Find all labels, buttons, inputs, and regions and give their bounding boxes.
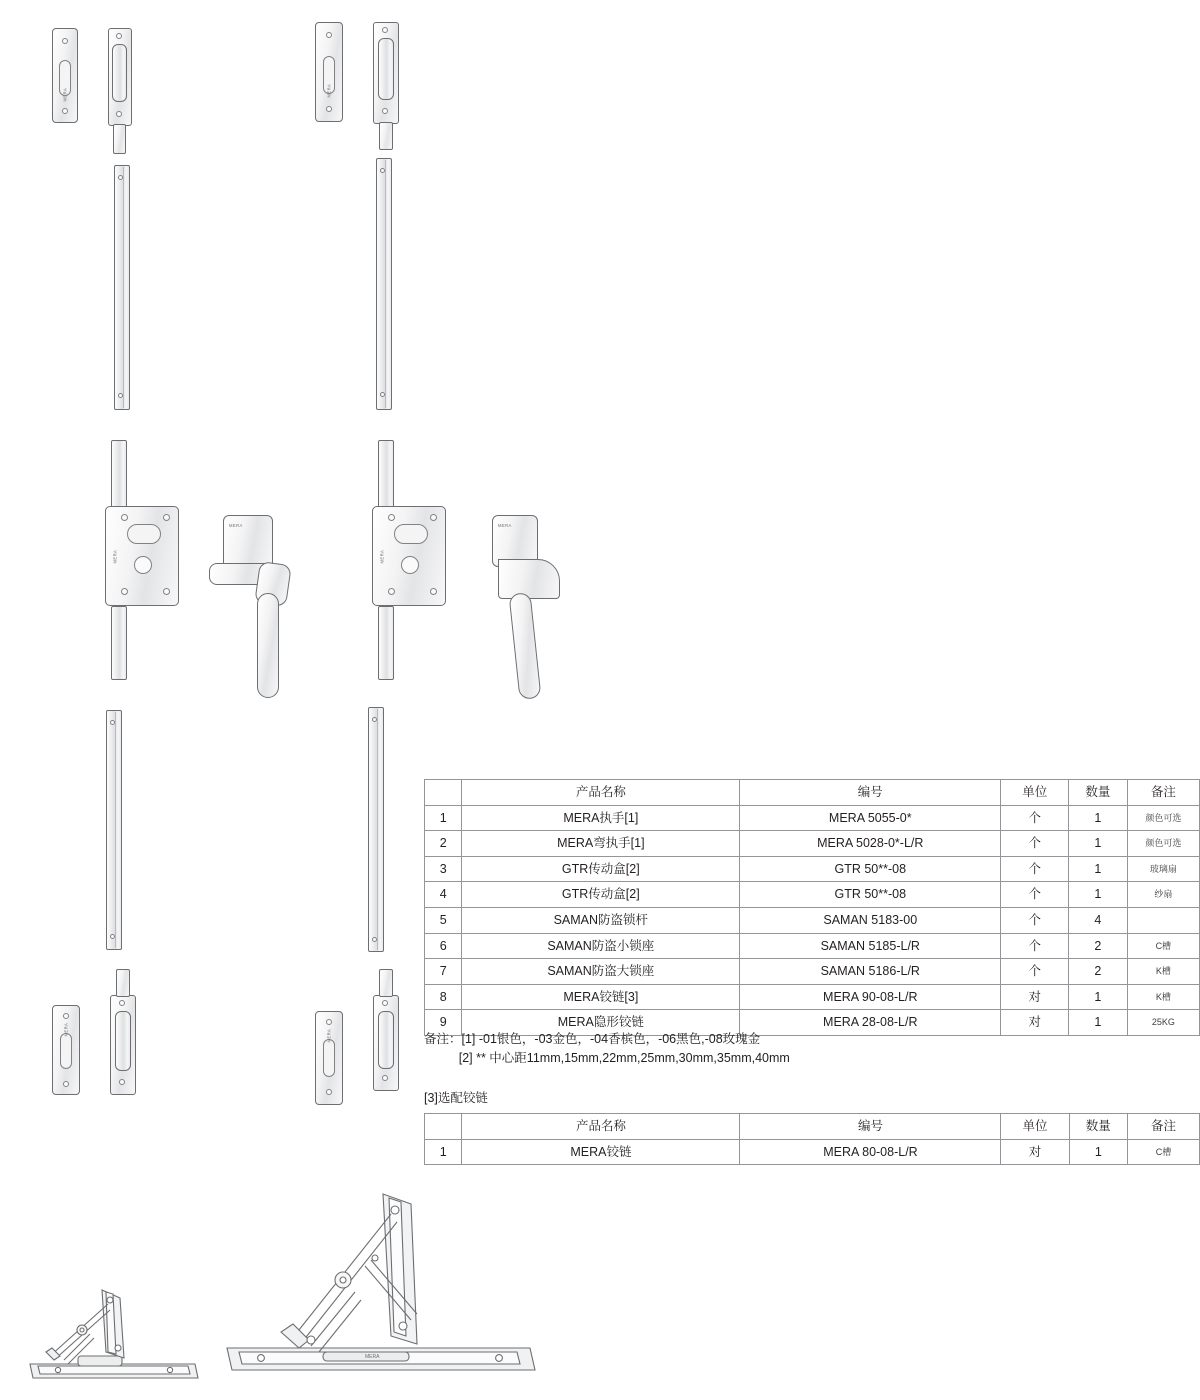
handle-lever-curve [498,559,560,599]
cell-unit: 个 [1001,933,1069,959]
cell-name: SAMAN防盗大锁座 [462,959,740,985]
lock-bar-hole-top [382,1000,388,1006]
cell-unit: 对 [1001,1010,1069,1036]
cell-index: 1 [425,1139,462,1165]
lock-bar-hole-bottom [116,111,122,117]
cell-index: 8 [425,984,462,1010]
cell-qty: 1 [1069,1010,1127,1036]
rail-edge-line [115,712,116,948]
cell-name: GTR传动盒[2] [462,882,740,908]
cell-unit: 对 [1001,1139,1069,1165]
cell-code: GTR 50**-08 [740,882,1001,908]
lock-bar-head [379,969,393,997]
cell-remark: C槽 [1128,1139,1200,1165]
cell-name: MERA铰链[3] [462,984,740,1010]
cell-code: GTR 50**-08 [740,856,1001,882]
cell-qty: 1 [1069,984,1127,1010]
cell-remark: K槽 [1127,959,1199,985]
keeper-slot [60,1033,72,1069]
rail-hole-bottom [372,937,377,942]
gearbox-screw-4 [163,588,170,595]
gearbox-rail-top [111,440,127,512]
cell-qty: 2 [1069,933,1127,959]
cell-qty: 1 [1069,856,1127,882]
gearbox-screw-1 [388,514,395,521]
cell-unit: 对 [1001,984,1069,1010]
gearbox-spindle-hole [134,556,152,574]
drawing-lock-keeper-bottom-left [52,985,162,1095]
rail-edge-line [377,709,378,950]
header-code: 编号 [740,780,1001,806]
rail-body [368,707,384,952]
cell-qty: 1 [1069,1139,1128,1165]
table-row [425,856,1200,882]
keeper-hole-bottom [326,1089,332,1095]
brand-mark: MERA [379,549,385,564]
header-unit: 单位 [1001,1114,1069,1140]
cell-unit: 个 [1001,856,1069,882]
cell-qty: 1 [1069,882,1127,908]
cell-unit: 个 [1001,907,1069,933]
cell-code: MERA 90-08-L/R [740,984,1001,1010]
cell-remark [1127,907,1199,933]
gearbox-screw-2 [163,514,170,521]
lock-bar-slide [112,44,127,102]
gearbox-rail-bottom [378,606,394,680]
parts-table [424,779,1200,1036]
brand-mark: MERA [326,83,332,98]
cell-code: SAMAN 5185-L/R [740,933,1001,959]
gearbox-screw-3 [121,588,128,595]
rail-hole-top [110,720,115,725]
cell-name: GTR传动盒[2] [462,856,740,882]
header-qty: 数量 [1069,780,1127,806]
table-row [425,933,1200,959]
cell-qty: 2 [1069,959,1127,985]
gearbox-spindle-slot [127,524,161,544]
drawing-gearbox-left [105,440,195,680]
drawing-lock-keeper-top-mid [315,22,425,132]
gearbox-spindle-hole [401,556,419,574]
cell-index: 4 [425,882,462,908]
table-header-row [425,780,1200,806]
rail-body [114,165,130,410]
gearbox-rail-top [378,440,394,512]
cell-index: 7 [425,959,462,985]
cell-remark: 纱扇 [1127,882,1199,908]
header-remark: 备注 [1128,1114,1200,1140]
lock-bar-hole-top [382,27,388,33]
cell-qty: 1 [1069,831,1127,857]
cell-code: MERA 28-08-L/R [740,1010,1001,1036]
cell-code: SAMAN 5186-L/R [740,959,1001,985]
gearbox-screw-1 [121,514,128,521]
drawing-long-rail-left-upper [112,165,134,410]
rail-hole-bottom [118,393,123,398]
table-row [425,831,1200,857]
cell-unit: 个 [1001,882,1069,908]
header-unit: 单位 [1001,780,1069,806]
header-product-name: 产品名称 [462,780,740,806]
drawing-gearbox-mid [372,440,462,680]
lock-bar-tail [113,124,126,154]
lock-bar-hole-bottom [382,108,388,114]
cell-qty: 1 [1069,805,1127,831]
cell-unit: 个 [1001,831,1069,857]
drawing-hinge-large [215,1180,545,1385]
handle-grip [509,592,542,700]
cell-unit: 个 [1001,959,1069,985]
lock-bar-slide [378,1011,394,1069]
gearbox-screw-2 [430,514,437,521]
header-index [425,1114,462,1140]
drawing-hinge-small [20,1260,210,1385]
cell-name: MERA铰链 [462,1139,740,1165]
table-row [425,907,1200,933]
rail-edge-line [385,160,386,408]
rail-hole-top [380,168,385,173]
gearbox-rail-bottom [111,606,127,680]
drawing-long-rail-mid-lower [366,707,388,952]
lock-bar-slide [115,1011,131,1071]
keeper-hole-top [62,38,68,44]
header-product-name: 产品名称 [462,1114,740,1140]
keeper-hole-bottom [63,1081,69,1087]
brand-mark: MERA [62,87,68,102]
brand-mark: MERA [498,523,512,528]
lock-bar-slide [378,38,394,100]
rail-hole-bottom [110,934,115,939]
brand-mark: MERA [326,1028,332,1043]
cell-index: 3 [425,856,462,882]
drawing-handle-left [205,515,300,700]
drawing-long-rail-left-lower [104,710,126,950]
keeper-hole-bottom [62,108,68,114]
header-code: 编号 [740,1114,1001,1140]
cell-remark: K槽 [1127,984,1199,1010]
cell-index: 2 [425,831,462,857]
drawing-lock-keeper-top-left [52,28,162,133]
drawing-long-rail-mid-upper [374,158,396,410]
table-row [425,984,1200,1010]
cell-code: MERA 5028-0*-L/R [740,831,1001,857]
drawing-lock-keeper-bottom-mid [315,985,425,1095]
rail-body [106,710,122,950]
table-header-row [425,1114,1200,1140]
optional-hinge-table [424,1113,1200,1165]
cell-code: SAMAN 5183-00 [740,907,1001,933]
cell-index: 1 [425,805,462,831]
brand-mark: MERA [112,549,118,564]
rail-hole-top [372,717,377,722]
keeper-hole-bottom [326,106,332,112]
cell-unit: 个 [1001,805,1069,831]
lock-bar-tail [379,122,393,150]
optional-hinge-title: [3]选配铰链 [424,1091,488,1105]
note-line-1: 备注：[1] -01银色，-03金色，-04香槟色，-06黑色,-08玫瑰金 [424,1032,761,1046]
lock-bar-head [116,969,130,997]
gearbox-screw-3 [388,588,395,595]
drawing-handle-curved [492,515,582,700]
rail-hole-bottom [380,392,385,397]
table-row [425,1139,1200,1165]
handle-grip [257,593,279,698]
lock-bar-hole-bottom [382,1075,388,1081]
cell-name: MERA弯执手[1] [462,831,740,857]
cell-remark: 颜色可选 [1127,805,1199,831]
cell-index: 9 [425,1010,462,1036]
cell-remark: C槽 [1127,933,1199,959]
brand-mark: MERA [229,523,243,528]
cell-code: MERA 5055-0* [740,805,1001,831]
rail-body [376,158,392,410]
header-index [425,780,462,806]
cell-remark: 玻璃扇 [1127,856,1199,882]
keeper-slot [323,1039,335,1077]
lock-bar-hole-top [116,33,122,39]
rail-hole-top [118,175,123,180]
cell-remark: 25KG [1127,1010,1199,1036]
brand-mark: MERA [63,1022,69,1037]
cell-remark: 颜色可选 [1127,831,1199,857]
table-row [425,959,1200,985]
cell-index: 5 [425,907,462,933]
cell-name: MERA执手[1] [462,805,740,831]
header-remark: 备注 [1127,780,1199,806]
cell-name: SAMAN防盗锁杆 [462,907,740,933]
gearbox-spindle-slot [394,524,428,544]
cell-index: 6 [425,933,462,959]
table-row [425,882,1200,908]
table-row [425,805,1200,831]
cell-name: SAMAN防盗小锁座 [462,933,740,959]
cell-qty: 4 [1069,907,1127,933]
header-qty: 数量 [1069,1114,1128,1140]
svg-text:MERA: MERA [365,1354,380,1360]
cell-name: MERA隐形铰链 [462,1010,740,1036]
keeper-hole-top [326,32,332,38]
gearbox-screw-4 [430,588,437,595]
lock-bar-hole-bottom [119,1079,125,1085]
lock-bar-hole-top [119,1000,125,1006]
note-line-2: [2] ** 中心距11mm,15mm,22mm,25mm,30mm,35mm,40mm [424,1051,790,1065]
cell-code: MERA 80-08-L/R [740,1139,1001,1165]
rail-edge-line [123,167,124,408]
